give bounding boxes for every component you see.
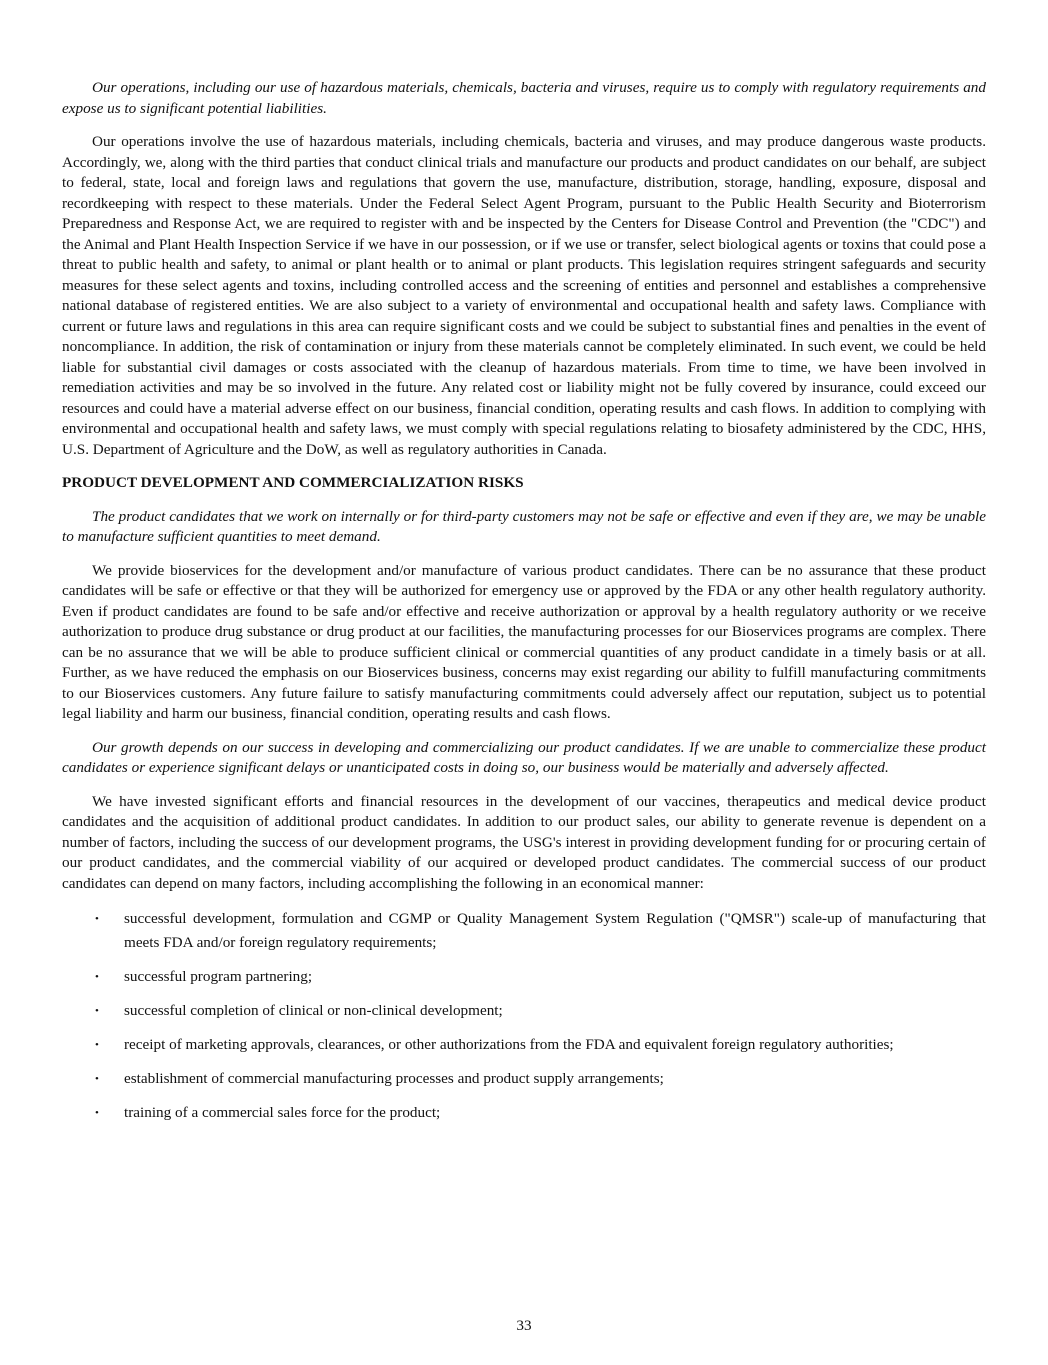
list-item (62, 907, 986, 955)
list-item (62, 999, 986, 1023)
risk-factor-body-growth: We have invested significant efforts and financial resources in the development of our vaccines, therapeutics and medical device product candidates and the acquisition of additional product candidates. In addition to our product sales, our ability to generate revenue is dependent on a number of factors, including the success of our development programs, the USG's interest in providing development funding for or procuring certain of our product candidates, and the commercial viability of our acquired or developed product candidates. The commercial success of our product candidates can depend on many factors, including accomplishing the following in an economical manner: (62, 792, 986, 892)
list-item (62, 1067, 986, 1091)
list-item-text: successful development, formulation and CGMP or Quality Management System Regulation ("QMSR") scale-up of manufacturing that meets FDA and/or foreign regulatory requirements; (124, 910, 986, 951)
bullet-icon: • (95, 1005, 99, 1017)
list-item-text: successful program partnering; (124, 968, 313, 985)
risk-factor-heading-product-candidates: The product candidates that we work on internally or for third-party customers may not be safe or effective and even if they are, we may be unable to manufacture sufficient quantities to meet demand. (62, 507, 986, 545)
risk-factor-body-hazardous-materials: Our operations involve the use of hazardous materials, including chemicals, bacteria and viruses, and may produce dangerous waste products. Accordingly, we, along with the third parties that conduct clinical trials and manufacture our products and product candidates on our behalf, are subject to federal, state, local and foreign laws and regulations that govern the use, manufacture, distribution, storage, handling, exposure, disposal and recordkeeping with respect to these materials. Under the Federal Select Agent Program, pursuant to the Public Health Security and Bioterrorism Preparedness and Response Act, we are required to register with and be inspected by the Centers for Disease Control and Prevention (the "CDC") and the Animal and Plant Health Inspection Service if we have in our possession, or if we use or transfer, select biological agents or toxins that could pose a threat to public health and safety, to animal or plant health or to animal or plant products. This legislation requires stringent safeguards and security measures for these select agents and toxins, including controlled access and the screening of entities and personnel and establishes a comprehensive national database of registered entities. We are also subject to a variety of environmental and occupational health and safety laws. Compliance with current or future laws and regulations in this area can require significant costs and we could be subject to substantial fines and penalties in the event of noncompliance. In addition, the risk of contamination or injury from these materials cannot be completely eliminated. In such event, we could be held liable for substantial civil damages or costs associated with the cleanup of hazardous materials. From time to time, we have been involved in remediation activities and may be so involved in the future. Any related cost or liability might not be fully covered by insurance, could exceed our resources and could have a material adverse effect on our business, financial condition, operating results and cash flows. In addition to complying with environmental and occupational health and safety laws, we must comply with special regulations relating to biosafety administered by the CDC, HHS, U.S. Department of Agriculture and the DoW, as well as regulatory authorities in Canada. (62, 133, 986, 458)
bullet-list (62, 907, 986, 1125)
page-number: 33 (516, 1317, 532, 1334)
list-item-text: successful completion of clinical or non-clinical development; (124, 1002, 503, 1019)
list-item (62, 965, 986, 989)
list-item-text: receipt of marketing approvals, clearances, or other authorizations from the FDA and equivalent foreign regulatory authorities; (124, 1036, 894, 1053)
list-item (62, 1101, 986, 1125)
risk-factor-heading-growth: Our growth depends on our success in developing and commercializing our product candidates. If we are unable to commercialize these product candidates or experience significant delays or unanticipated costs in doing so, our business would be materially and adversely affected. (62, 738, 986, 776)
risk-factor-body-product-candidates: We provide bioservices for the development and/or manufacture of various product candidates. There can be no assurance that these product candidates will be safe or effective or that they will be authorized for emergency use or approved by the FDA or any other health regulatory authority. Even if product candidates are found to be safe and/or effective and receive authorization or approval by a health regulatory authority or we receive authorization to produce drug substance or drug product at our facilities, the manufacturing processes for our Bioservices programs are complex. There can be no assurance that we will be able to produce sufficient clinical or commercial quantities of any product candidate in a timely basis or at all. Further, as we have reduced the emphasis on our Bioservices business, concerns may exist regarding our ability to fulfill manufacturing commitments to our Bioservices customers. Any future failure to satisfy manufacturing commitments could adversely affect our reputation, subject us to potential legal liability and harm our business, financial condition, operating results and cash flows. (62, 561, 986, 722)
list-item-text: training of a commercial sales force for the product; (124, 1104, 441, 1121)
list-item (62, 1033, 986, 1057)
list-item-text: establishment of commercial manufacturing processes and product supply arrangements; (124, 1070, 664, 1087)
bullet-icon: • (95, 1107, 99, 1119)
bullet-icon: • (95, 913, 99, 925)
document-page (62, 78, 986, 1135)
section-title: PRODUCT DEVELOPMENT AND COMMERCIALIZATION RISKS (62, 474, 524, 491)
bullet-icon: • (95, 1073, 99, 1085)
bullet-icon: • (95, 971, 99, 983)
bullet-icon: • (95, 1039, 99, 1051)
risk-factor-heading-hazardous-materials: Our operations, including our use of hazardous materials, chemicals, bacteria and viruses, require us to comply with regulatory requirements and expose us to significant potential liabilities. (62, 79, 986, 117)
